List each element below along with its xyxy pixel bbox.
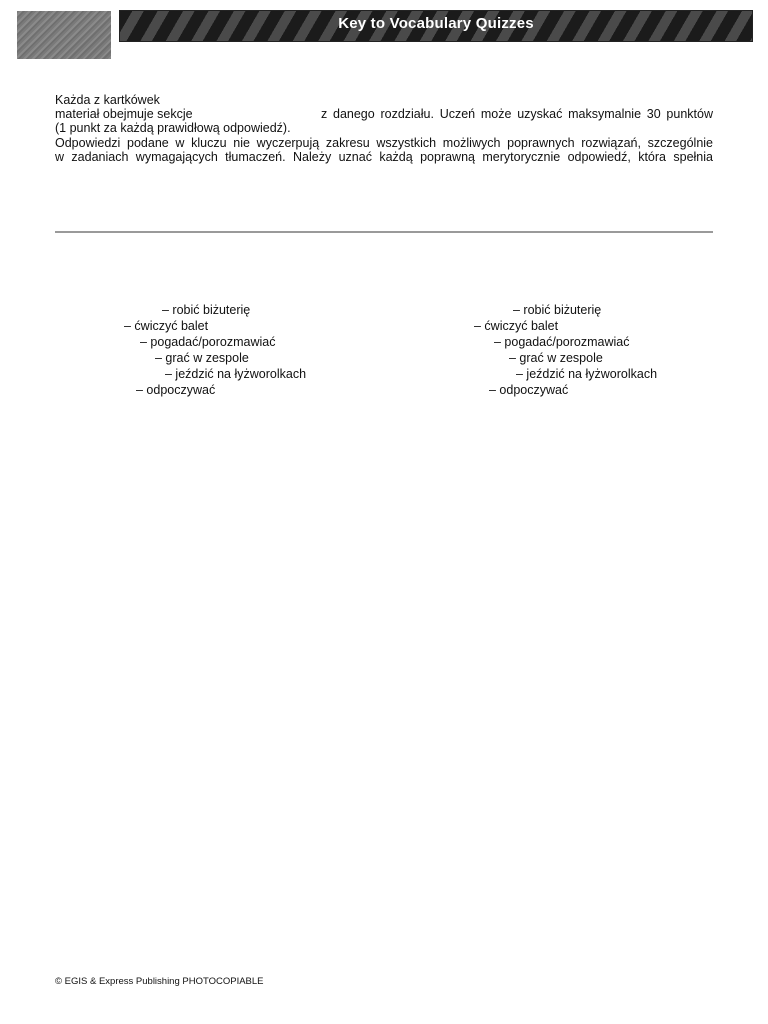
intro-paragraph	[55, 93, 713, 164]
intro-line-5: w zadaniach wymagających tłumaczeń. Należy uznać każdą poprawną merytorycznie odpowiedź, która spełnia	[55, 149, 713, 164]
intro-line-2-end: z danego rozdziału. Uczeń może uzyskać maksymalnie 30 punktów	[321, 107, 713, 122]
list-item: – ćwiczyć balet	[474, 319, 559, 333]
intro-line-2	[55, 107, 713, 121]
intro-line-3: (1 punkt za każdą prawidłową odpowiedź).	[55, 121, 291, 136]
footer-copyright: © EGIS & Express Publishing PHOTOCOPIABLE	[55, 976, 264, 987]
intro-line-2-start: materiał obejmuje sekcje	[55, 107, 193, 122]
list-item: – robić biżuterię	[513, 303, 602, 317]
list-item: – robić biżuterię	[162, 303, 251, 317]
section-divider	[55, 231, 713, 233]
list-item: – jeździć na łyżworolkach	[516, 367, 658, 381]
intro-line-1: Każda z kartkówek	[55, 93, 160, 107]
list-item: – grać w zespole	[509, 351, 603, 365]
list-item: – ćwiczyć balet	[124, 319, 209, 333]
header-bar	[119, 10, 753, 42]
list-item: – odpoczywać	[136, 383, 216, 397]
list-item: – jeździć na łyżworolkach	[165, 367, 307, 381]
page-title: Key to Vocabulary Quizzes	[338, 15, 534, 32]
corner-texture-block	[17, 11, 111, 59]
list-item: – odpoczywać	[489, 383, 569, 397]
intro-line-4: Odpowiedzi podane w kluczu nie wyczerpują zakresu wszystkich możliwych poprawnych rozwiązań, szczególnie	[55, 135, 713, 150]
list-item: – pogadać/porozmawiać	[494, 335, 630, 349]
list-item: – grać w zespole	[155, 351, 249, 365]
list-item: – pogadać/porozmawiać	[140, 335, 276, 349]
